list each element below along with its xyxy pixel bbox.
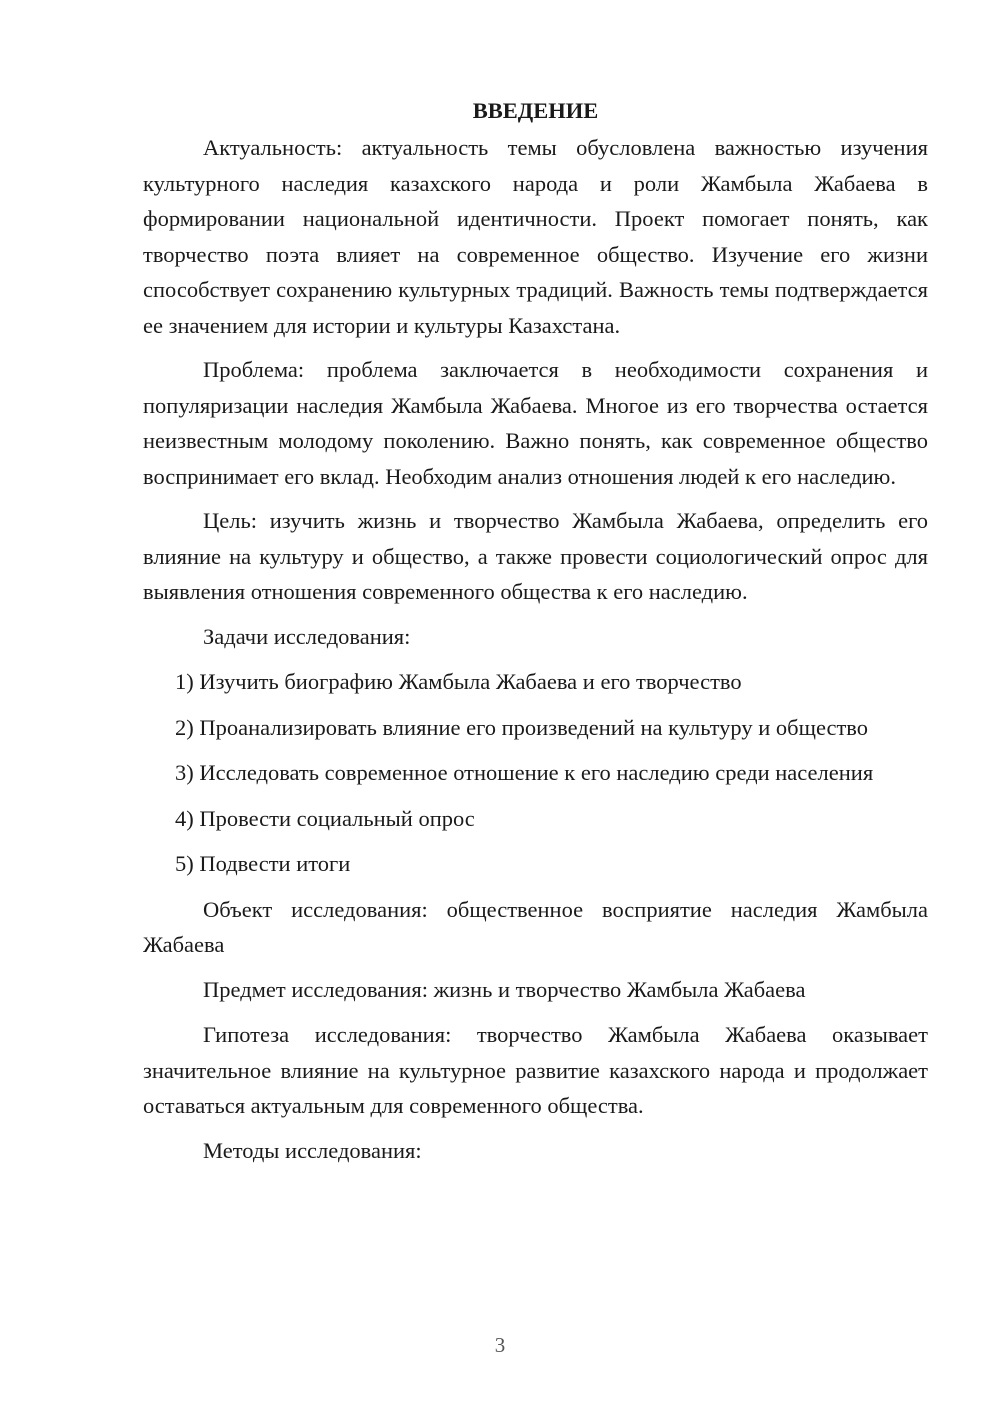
page-number: 3 (494, 1333, 506, 1357)
relevance-paragraph: Актуальность: актуальность темы обусловлена важностью изучения культурного наследия казахского народа и роли Жамбыла Жабаева в формировании национальной идентичности. Проект помогает понять, как творчество поэта влияет на современное общество. Изучение его жизни способствует сохранению культурных традиций. Важность темы подтверждается ее значением для истории и культуры Казахстана. (143, 135, 928, 338)
methods-heading: Методы исследования: (203, 1137, 422, 1163)
object-paragraph: Объект исследования: общественное восприятие наследия Жамбыла Жабаева (143, 896, 928, 957)
task-item: 2) Проанализировать влияние его произведений на культуру и общество (175, 714, 869, 740)
page-content (143, 96, 928, 1178)
subject-paragraph: Предмет исследования: жизнь и творчество Жамбыла Жабаева (203, 976, 806, 1002)
hypothesis-paragraph: Гипотеза исследования: творчество Жамбыла Жабаева оказывает значительное влияние на культурное развитие казахского народа и продолжает оставаться актуальным для современного общества. (143, 1022, 928, 1118)
task-item: 3) Исследовать современное отношение к его наследию среди населения (175, 760, 874, 785)
task-item: 5) Подвести итоги (175, 851, 351, 876)
task-item: 4) Провести социальный опрос (175, 805, 475, 831)
task-item: 1) Изучить биографию Жамбыла Жабаева и его творчество (175, 669, 742, 694)
goal-paragraph: Цель: изучить жизнь и творчество Жамбыла Жабаева, определить его влияние на культуру и общество, а также провести социологический опрос для выявления отношения современного общества к его наследию. (143, 508, 928, 604)
tasks-heading: Задачи исследования: (203, 623, 411, 649)
problem-paragraph: Проблема: проблема заключается в необходимости сохранения и популяризации наследия Жамбыла Жабаева. Многое из его творчества остается неизвестным молодому поколению. Важно понять, как современное общество воспринимает его вклад. Необходим анализ отношения людей к его наследию. (143, 357, 928, 489)
page-title: ВВЕДЕНИЕ (472, 98, 599, 123)
